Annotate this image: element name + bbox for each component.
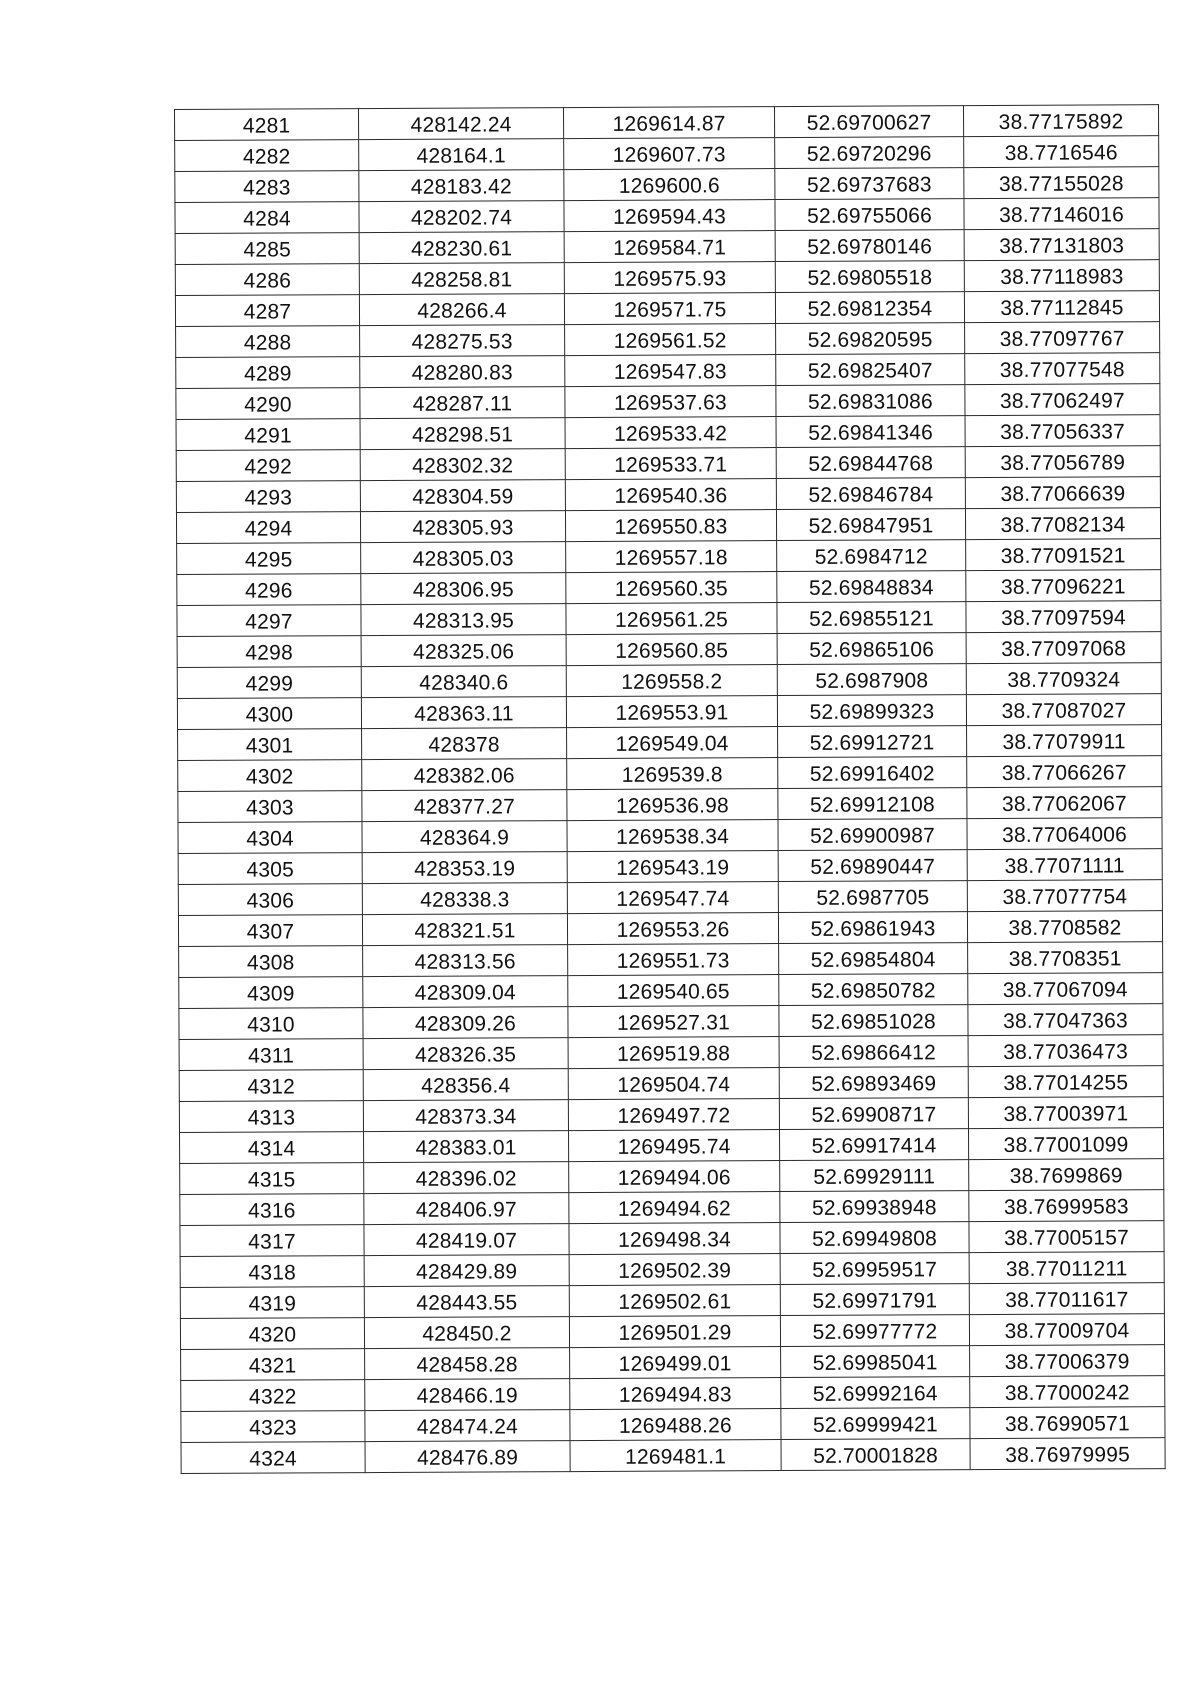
table-row (176, 384, 1160, 420)
easting-cell: 428183.42 (359, 170, 564, 202)
table-row (176, 508, 1160, 544)
northing-cell: 1269481.1 (570, 1440, 781, 1472)
longitude-cell: 52.69865106 (777, 633, 966, 665)
easting-cell: 428356.4 (363, 1069, 568, 1101)
table-row (179, 1097, 1163, 1133)
table-row (178, 787, 1162, 823)
longitude-cell: 52.69890447 (778, 850, 967, 882)
easting-cell: 428419.07 (364, 1224, 569, 1256)
northing-cell: 1269607.73 (564, 138, 775, 170)
northing-cell: 1269495.74 (568, 1130, 779, 1162)
point-number-cell: 4292 (176, 450, 360, 482)
northing-cell: 1269497.72 (568, 1099, 779, 1131)
northing-cell: 1269494.83 (570, 1378, 781, 1410)
point-number-cell: 4293 (176, 481, 360, 513)
easting-cell: 428466.19 (365, 1379, 570, 1411)
northing-cell: 1269499.01 (570, 1347, 781, 1379)
longitude-cell: 52.6987705 (778, 881, 967, 913)
easting-cell: 428287.11 (360, 387, 565, 419)
point-number-cell: 4318 (180, 1256, 364, 1288)
table-row (180, 1283, 1164, 1319)
northing-cell: 1269594.43 (564, 200, 775, 232)
northing-cell: 1269533.71 (565, 448, 776, 480)
table-row (180, 1159, 1164, 1195)
latitude-cell: 38.76999583 (969, 1190, 1164, 1222)
easting-cell: 428474.24 (365, 1410, 570, 1442)
easting-cell: 428450.2 (364, 1317, 569, 1349)
latitude-cell: 38.7708351 (968, 942, 1163, 974)
easting-cell: 428309.26 (363, 1007, 568, 1039)
latitude-cell: 38.7708582 (967, 911, 1162, 943)
northing-cell: 1269560.35 (566, 572, 777, 604)
point-number-cell: 4289 (176, 357, 360, 389)
table-row (178, 756, 1162, 792)
easting-cell: 428406.97 (364, 1193, 569, 1225)
table-row (179, 1004, 1163, 1040)
coordinate-table (174, 104, 1166, 1474)
coordinate-table-body (175, 105, 1166, 1474)
easting-cell: 428298.51 (360, 418, 565, 450)
longitude-cell: 52.69780146 (775, 230, 964, 262)
point-number-cell: 4296 (177, 574, 361, 606)
point-number-cell: 4281 (175, 109, 359, 141)
point-number-cell: 4320 (180, 1318, 364, 1350)
northing-cell: 1269502.61 (569, 1285, 780, 1317)
easting-cell: 428443.55 (364, 1286, 569, 1318)
northing-cell: 1269557.18 (566, 541, 777, 573)
point-number-cell: 4291 (176, 419, 360, 451)
point-number-cell: 4324 (181, 1442, 365, 1474)
point-number-cell: 4319 (180, 1287, 364, 1319)
point-number-cell: 4305 (178, 853, 362, 885)
easting-cell: 428377.27 (362, 790, 567, 822)
point-number-cell: 4288 (176, 326, 360, 358)
latitude-cell: 38.76979995 (970, 1438, 1165, 1470)
easting-cell: 428305.03 (361, 542, 566, 574)
easting-cell: 428313.95 (361, 604, 566, 636)
easting-cell: 428266.4 (359, 294, 564, 326)
point-number-cell: 4295 (177, 543, 361, 575)
point-number-cell: 4307 (178, 915, 362, 947)
easting-cell: 428164.1 (359, 139, 564, 171)
easting-cell: 428305.93 (360, 511, 565, 543)
latitude-cell: 38.77011211 (969, 1252, 1164, 1284)
table-row (181, 1376, 1165, 1412)
easting-cell: 428363.11 (361, 697, 566, 729)
latitude-cell: 38.77087027 (966, 694, 1161, 726)
point-number-cell: 4304 (178, 822, 362, 854)
table-row (175, 229, 1159, 265)
longitude-cell: 52.69841346 (776, 416, 965, 448)
table-row (176, 477, 1160, 513)
longitude-cell: 52.69855121 (777, 602, 966, 634)
point-number-cell: 4311 (179, 1039, 363, 1071)
easting-cell: 428378 (362, 728, 567, 760)
longitude-cell: 52.69820595 (776, 323, 965, 355)
point-number-cell: 4306 (178, 884, 362, 916)
easting-cell: 428338.3 (362, 883, 567, 915)
northing-cell: 1269540.36 (565, 479, 776, 511)
point-number-cell: 4309 (179, 977, 363, 1009)
northing-cell: 1269501.29 (569, 1316, 780, 1348)
latitude-cell: 38.77066267 (967, 756, 1162, 788)
longitude-cell: 52.69850782 (779, 974, 968, 1006)
point-number-cell: 4315 (180, 1163, 364, 1195)
longitude-cell: 52.69912721 (778, 726, 967, 758)
longitude-cell: 52.69977772 (780, 1315, 969, 1347)
latitude-cell: 38.77066639 (965, 477, 1160, 509)
latitude-cell: 38.77001099 (968, 1128, 1163, 1160)
easting-cell: 428396.02 (364, 1162, 569, 1194)
table-row (177, 601, 1161, 637)
table-row (175, 136, 1159, 172)
latitude-cell: 38.77009704 (969, 1314, 1164, 1346)
longitude-cell: 52.69938948 (780, 1191, 969, 1223)
easting-cell: 428353.19 (362, 852, 567, 884)
easting-cell: 428313.56 (363, 945, 568, 977)
longitude-cell: 52.69985041 (781, 1346, 970, 1378)
longitude-cell: 52.69916402 (778, 757, 967, 789)
easting-cell: 428230.61 (359, 232, 564, 264)
northing-cell: 1269533.42 (565, 417, 776, 449)
table-row (181, 1345, 1165, 1381)
point-number-cell: 4290 (176, 388, 360, 420)
northing-cell: 1269561.25 (566, 603, 777, 635)
longitude-cell: 52.69899323 (777, 695, 966, 727)
easting-cell: 428476.89 (365, 1441, 570, 1473)
table-row (180, 1314, 1164, 1350)
longitude-cell: 52.69825407 (776, 354, 965, 386)
table-row (177, 632, 1161, 668)
point-number-cell: 4308 (179, 946, 363, 978)
latitude-cell: 38.77047363 (968, 1004, 1163, 1036)
latitude-cell: 38.77097767 (965, 322, 1160, 354)
latitude-cell: 38.77062067 (967, 787, 1162, 819)
latitude-cell: 38.77155028 (964, 167, 1159, 199)
northing-cell: 1269539.8 (567, 758, 778, 790)
northing-cell: 1269527.31 (568, 1006, 779, 1038)
longitude-cell: 52.69949808 (780, 1222, 969, 1254)
latitude-cell: 38.76990571 (970, 1407, 1165, 1439)
latitude-cell: 38.7709324 (966, 663, 1161, 695)
longitude-cell: 52.6984712 (777, 540, 966, 572)
point-number-cell: 4284 (175, 202, 359, 234)
latitude-cell: 38.77064006 (967, 818, 1162, 850)
latitude-cell: 38.77062497 (965, 384, 1160, 416)
longitude-cell: 52.69854804 (779, 943, 968, 975)
point-number-cell: 4287 (175, 295, 359, 327)
longitude-cell: 52.70001828 (781, 1439, 970, 1471)
latitude-cell: 38.77097068 (966, 632, 1161, 664)
easting-cell: 428326.35 (363, 1038, 568, 1070)
northing-cell: 1269600.6 (564, 169, 775, 201)
longitude-cell: 52.69999421 (781, 1408, 970, 1440)
easting-cell: 428429.89 (364, 1255, 569, 1287)
longitude-cell: 52.69847951 (776, 509, 965, 541)
latitude-cell: 38.77056337 (965, 415, 1160, 447)
northing-cell: 1269553.26 (567, 913, 778, 945)
easting-cell: 428142.24 (359, 108, 564, 140)
easting-cell: 428458.28 (365, 1348, 570, 1380)
point-number-cell: 4310 (179, 1008, 363, 1040)
longitude-cell: 52.69720296 (775, 137, 964, 169)
longitude-cell: 52.69959517 (780, 1253, 969, 1285)
longitude-cell: 52.69846784 (776, 478, 965, 510)
point-number-cell: 4297 (177, 605, 361, 637)
easting-cell: 428275.53 (360, 325, 565, 357)
table-row (175, 260, 1159, 296)
northing-cell: 1269543.19 (567, 851, 778, 883)
northing-cell: 1269549.04 (567, 727, 778, 759)
table-row (180, 1221, 1164, 1257)
point-number-cell: 4286 (175, 264, 359, 296)
longitude-cell: 52.69805518 (775, 261, 964, 293)
table-row (181, 1407, 1165, 1443)
longitude-cell: 52.69908717 (779, 1098, 968, 1130)
table-row (180, 1128, 1164, 1164)
easting-cell: 428304.59 (360, 480, 565, 512)
point-number-cell: 4299 (177, 667, 361, 699)
northing-cell: 1269550.83 (565, 510, 776, 542)
northing-cell: 1269537.63 (565, 386, 776, 418)
longitude-cell: 52.69844768 (776, 447, 965, 479)
northing-cell: 1269504.74 (568, 1068, 779, 1100)
table-row (175, 105, 1159, 141)
easting-cell: 428383.01 (363, 1131, 568, 1163)
point-number-cell: 4294 (176, 512, 360, 544)
easting-cell: 428340.6 (361, 666, 566, 698)
northing-cell: 1269558.2 (566, 665, 777, 697)
table-row (175, 291, 1159, 327)
point-number-cell: 4285 (175, 233, 359, 265)
longitude-cell: 52.69848834 (777, 571, 966, 603)
table-row (176, 446, 1160, 482)
northing-cell: 1269547.74 (567, 882, 778, 914)
longitude-cell: 52.69992164 (781, 1377, 970, 1409)
table-row (176, 415, 1160, 451)
table-row (176, 353, 1160, 389)
longitude-cell: 52.69917414 (779, 1129, 968, 1161)
point-number-cell: 4283 (175, 171, 359, 203)
point-number-cell: 4303 (178, 791, 362, 823)
northing-cell: 1269547.83 (565, 355, 776, 387)
longitude-cell: 52.69812354 (775, 292, 964, 324)
latitude-cell: 38.77006379 (970, 1345, 1165, 1377)
table-row (177, 663, 1161, 699)
table-row (177, 694, 1161, 730)
point-number-cell: 4316 (180, 1194, 364, 1226)
table-row (179, 1066, 1163, 1102)
northing-cell: 1269498.34 (569, 1223, 780, 1255)
latitude-cell: 38.77118983 (964, 260, 1159, 292)
table-row (179, 942, 1163, 978)
latitude-cell: 38.77175892 (963, 105, 1158, 137)
northing-cell: 1269494.06 (569, 1161, 780, 1193)
easting-cell: 428280.83 (360, 356, 565, 388)
point-number-cell: 4317 (180, 1225, 364, 1257)
table-row (179, 973, 1163, 1009)
point-number-cell: 4314 (180, 1132, 364, 1164)
longitude-cell: 52.69737683 (775, 168, 964, 200)
latitude-cell: 38.77077548 (965, 353, 1160, 385)
table-row (178, 725, 1162, 761)
easting-cell: 428364.9 (362, 821, 567, 853)
easting-cell: 428258.81 (359, 263, 564, 295)
longitude-cell: 52.69851028 (779, 1005, 968, 1037)
point-number-cell: 4298 (177, 636, 361, 668)
northing-cell: 1269536.98 (567, 789, 778, 821)
northing-cell: 1269494.62 (569, 1192, 780, 1224)
latitude-cell: 38.77097594 (966, 601, 1161, 633)
longitude-cell: 52.69912108 (778, 788, 967, 820)
longitude-cell: 52.69755066 (775, 199, 964, 231)
northing-cell: 1269488.26 (570, 1409, 781, 1441)
document-page (174, 104, 1165, 1474)
table-row (179, 1035, 1163, 1071)
longitude-cell: 52.69866412 (779, 1036, 968, 1068)
table-row (178, 849, 1162, 885)
northing-cell: 1269551.73 (568, 944, 779, 976)
longitude-cell: 52.69971791 (780, 1284, 969, 1316)
point-number-cell: 4301 (178, 729, 362, 761)
table-row (175, 167, 1159, 203)
northing-cell: 1269584.71 (564, 231, 775, 263)
northing-cell: 1269575.93 (564, 262, 775, 294)
easting-cell: 428302.32 (360, 449, 565, 481)
latitude-cell: 38.77131803 (964, 229, 1159, 261)
table-row (176, 322, 1160, 358)
point-number-cell: 4282 (175, 140, 359, 172)
point-number-cell: 4300 (177, 698, 361, 730)
northing-cell: 1269560.85 (566, 634, 777, 666)
longitude-cell: 52.69900987 (778, 819, 967, 851)
table-row (178, 880, 1162, 916)
latitude-cell: 38.77014255 (968, 1066, 1163, 1098)
easting-cell: 428325.06 (361, 635, 566, 667)
latitude-cell: 38.77067094 (968, 973, 1163, 1005)
longitude-cell: 52.69831086 (776, 385, 965, 417)
easting-cell: 428306.95 (361, 573, 566, 605)
point-number-cell: 4313 (179, 1101, 363, 1133)
latitude-cell: 38.77003971 (968, 1097, 1163, 1129)
table-row (180, 1252, 1164, 1288)
latitude-cell: 38.77011617 (969, 1283, 1164, 1315)
latitude-cell: 38.77000242 (970, 1376, 1165, 1408)
northing-cell: 1269540.65 (568, 975, 779, 1007)
northing-cell: 1269561.52 (565, 324, 776, 356)
latitude-cell: 38.77146016 (964, 198, 1159, 230)
longitude-cell: 52.69861943 (778, 912, 967, 944)
table-row (177, 539, 1161, 575)
table-row (180, 1190, 1164, 1226)
latitude-cell: 38.77036473 (968, 1035, 1163, 1067)
table-row (175, 198, 1159, 234)
table-row (178, 911, 1162, 947)
table-row (178, 818, 1162, 854)
point-number-cell: 4302 (178, 760, 362, 792)
easting-cell: 428309.04 (363, 976, 568, 1008)
longitude-cell: 52.69929111 (780, 1160, 969, 1192)
latitude-cell: 38.7716546 (964, 136, 1159, 168)
northing-cell: 1269614.87 (563, 107, 774, 139)
point-number-cell: 4323 (181, 1411, 365, 1443)
latitude-cell: 38.77005157 (969, 1221, 1164, 1253)
point-number-cell: 4321 (181, 1349, 365, 1381)
latitude-cell: 38.7699869 (969, 1159, 1164, 1191)
latitude-cell: 38.77071111 (967, 849, 1162, 881)
latitude-cell: 38.77091521 (966, 539, 1161, 571)
easting-cell: 428321.51 (362, 914, 567, 946)
northing-cell: 1269553.91 (566, 696, 777, 728)
point-number-cell: 4322 (181, 1380, 365, 1412)
easting-cell: 428382.06 (362, 759, 567, 791)
longitude-cell: 52.69700627 (774, 106, 963, 138)
latitude-cell: 38.77077754 (967, 880, 1162, 912)
northing-cell: 1269519.88 (568, 1037, 779, 1069)
northing-cell: 1269502.39 (569, 1254, 780, 1286)
point-number-cell: 4312 (179, 1070, 363, 1102)
table-row (181, 1438, 1165, 1474)
latitude-cell: 38.77056789 (965, 446, 1160, 478)
latitude-cell: 38.77082134 (965, 508, 1160, 540)
latitude-cell: 38.77096221 (966, 570, 1161, 602)
northing-cell: 1269538.34 (567, 820, 778, 852)
table-row (177, 570, 1161, 606)
easting-cell: 428373.34 (363, 1100, 568, 1132)
latitude-cell: 38.77079911 (967, 725, 1162, 757)
northing-cell: 1269571.75 (564, 293, 775, 325)
longitude-cell: 52.6987908 (777, 664, 966, 696)
latitude-cell: 38.77112845 (964, 291, 1159, 323)
easting-cell: 428202.74 (359, 201, 564, 233)
longitude-cell: 52.69893469 (779, 1067, 968, 1099)
